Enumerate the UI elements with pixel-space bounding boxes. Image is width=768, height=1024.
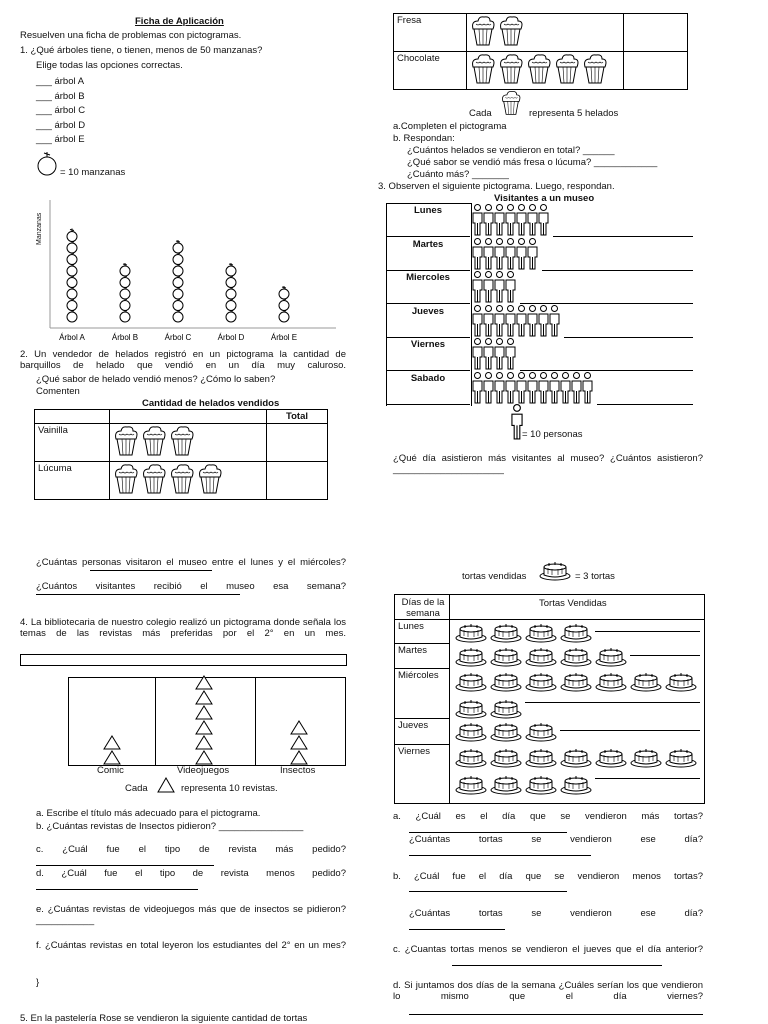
q4-item-e: e. ¿Cuántas revistas de videojuegos más que de insectos se pidieron? ___________ bbox=[36, 904, 346, 926]
museum-row bbox=[386, 203, 693, 236]
triangle-icon bbox=[290, 735, 308, 750]
person-icon bbox=[505, 305, 516, 340]
museum-row bbox=[386, 304, 693, 337]
person-icon bbox=[582, 372, 593, 407]
triangle-icon bbox=[103, 735, 121, 750]
q5-item-b1: b. ¿Cuál fue el día que se vendieron menos tortas? bbox=[393, 871, 703, 882]
answer-line[interactable] bbox=[36, 865, 214, 866]
person-icon bbox=[505, 338, 516, 373]
person-icon bbox=[516, 372, 527, 407]
cake-key-suffix: = 3 tortas bbox=[575, 571, 615, 582]
cake-icon bbox=[560, 621, 595, 646]
cake-icon bbox=[560, 746, 595, 771]
q5-item-c: c. ¿Cuantas tortas menos se vendieron el jueves que el día anterior? bbox=[393, 944, 703, 955]
q2-item-total: ¿Cuántos helados se vendieron en total? ______ bbox=[407, 145, 615, 156]
total-header: Total bbox=[267, 410, 328, 424]
icecream-icon bbox=[141, 463, 167, 498]
answer-line[interactable] bbox=[597, 404, 693, 405]
icecream-icon bbox=[169, 425, 195, 460]
cake-icon bbox=[665, 746, 700, 771]
person-icon bbox=[571, 372, 582, 407]
apple-chart bbox=[36, 200, 346, 345]
option-tree-e[interactable]: ___ árbol E bbox=[36, 134, 85, 145]
person-icon bbox=[549, 305, 560, 340]
person-icon bbox=[472, 271, 483, 306]
q5-item-a1: a. ¿Cuál es el día que se vendieron más tortas? bbox=[393, 811, 703, 822]
person-icon bbox=[505, 238, 516, 273]
option-tree-d[interactable]: ___ árbol D bbox=[36, 119, 86, 131]
cake-icon bbox=[630, 746, 665, 771]
icecream-icon bbox=[113, 425, 139, 460]
person-icon bbox=[472, 204, 483, 239]
triangle-icon bbox=[195, 705, 213, 720]
person-icon bbox=[483, 271, 494, 306]
icecream-row-chocolate bbox=[470, 53, 620, 88]
cake-icon bbox=[595, 746, 630, 771]
triangle-stack-insectos bbox=[290, 720, 308, 765]
row-label-lucuma: Lúcuma bbox=[35, 462, 110, 500]
category-insectos: Insectos bbox=[280, 765, 316, 776]
answer-line[interactable] bbox=[560, 730, 700, 731]
icecream-icon bbox=[197, 463, 223, 498]
cake-icon bbox=[490, 773, 525, 798]
q1-question: 1. ¿Qué árboles tiene, o tienen, menos de 50 manzanas? bbox=[20, 45, 263, 56]
q5-item-b2: ¿Cuántas tortas se vendieron ese día? bbox=[409, 908, 703, 919]
cake-icon bbox=[455, 746, 490, 771]
q2-item-a: a.Completen el pictograma bbox=[393, 121, 507, 132]
person-icon bbox=[527, 238, 538, 273]
museum-row bbox=[386, 337, 693, 370]
sheet-title: Ficha de Aplicación bbox=[135, 16, 224, 27]
cake-icon bbox=[490, 746, 525, 771]
cake-day-label: Miércoles bbox=[398, 670, 439, 681]
person-icon bbox=[527, 372, 538, 407]
person-icon bbox=[549, 372, 560, 407]
apple-icon bbox=[226, 263, 236, 276]
person-icon bbox=[505, 271, 516, 306]
person-icon bbox=[483, 238, 494, 273]
y-axis-label: Manzanas bbox=[36, 212, 43, 245]
person-icon bbox=[494, 305, 505, 340]
cake-icon bbox=[560, 645, 595, 670]
person-icon bbox=[505, 204, 516, 239]
icecream-table-top bbox=[34, 409, 328, 500]
person-icon bbox=[483, 305, 494, 340]
q1-hint: Elige todas las opciones correctas. bbox=[36, 60, 183, 71]
museum-pictogram bbox=[386, 203, 693, 405]
intro-text: Resuelven una ficha de problemas con pictogramas. bbox=[20, 30, 242, 41]
triangle-icon bbox=[290, 750, 308, 765]
person-icon bbox=[472, 338, 483, 373]
q4-item-a: a. Escribe el título más adecuado para el pictograma. bbox=[36, 808, 261, 819]
person-icon bbox=[527, 305, 538, 340]
triangle-icon bbox=[195, 750, 213, 765]
cake-icon bbox=[525, 645, 560, 670]
category-comic: Comic bbox=[97, 765, 124, 776]
triangle-stack-videojuegos bbox=[195, 675, 213, 765]
person-key-label: = 10 personas bbox=[522, 429, 583, 440]
title-answer-box[interactable] bbox=[20, 654, 347, 666]
cake-icon bbox=[490, 720, 525, 745]
triangle-icon bbox=[195, 690, 213, 705]
cake-icon bbox=[455, 621, 490, 646]
museum-row bbox=[386, 270, 693, 303]
q4-question: 4. La bibliotecaria de nuestro colegio realizó un pictograma donde señala los temas de las revistas más preferidas por el 2° en un mes. bbox=[20, 617, 346, 639]
q3-followup-a: ¿Cuántas personas visitaron el museo entre el lunes y el miércoles? bbox=[36, 557, 346, 568]
total-cell[interactable] bbox=[624, 52, 688, 90]
triangle-icon bbox=[195, 735, 213, 750]
q3-followup-b: ¿Cuántos visitantes recibió el museo esa semana? bbox=[36, 581, 346, 592]
cake-icon bbox=[525, 621, 560, 646]
category-videojuegos: Videojuegos bbox=[177, 765, 230, 776]
icecream-icon bbox=[498, 15, 524, 50]
magazine-pictogram bbox=[68, 677, 346, 766]
apple-key-icon bbox=[36, 150, 60, 178]
q5-item-d: d. Si juntamos dos días de la semana ¿Cuáles serían los que vendieron lo mismo que el día viernes? bbox=[393, 980, 703, 1002]
answer-line[interactable] bbox=[409, 1014, 703, 1015]
x-tick-label: Árbol E bbox=[270, 333, 298, 342]
magazine-key-prefix: Cada bbox=[125, 783, 148, 794]
cake-icon bbox=[490, 621, 525, 646]
answer-line[interactable] bbox=[409, 929, 505, 930]
cake-icon bbox=[560, 670, 595, 695]
person-icon bbox=[516, 305, 527, 340]
day-label: Jueves bbox=[411, 305, 445, 317]
q2-item-b: b. Respondan: bbox=[393, 133, 455, 144]
icecream-icon bbox=[470, 15, 496, 50]
icecream-icon bbox=[526, 53, 552, 88]
answer-line[interactable] bbox=[630, 655, 700, 656]
cake-icon bbox=[665, 670, 700, 695]
magazine-key-suffix: representa 10 revistas. bbox=[181, 783, 278, 794]
q2-question: 2. Un vendedor de helados registró en un pictograma la cantidad de barquillos de helado que vendió en un día muy caluroso. bbox=[20, 349, 346, 371]
person-icon bbox=[516, 238, 527, 273]
q2-comment: Comenten bbox=[36, 386, 80, 397]
person-icon bbox=[494, 372, 505, 407]
icecream-key-prefix: Cada bbox=[469, 108, 492, 119]
cake-icon bbox=[525, 720, 560, 745]
cake-key-icon bbox=[537, 559, 573, 584]
icecream-table-bottom bbox=[393, 13, 688, 90]
q3-question: 3. Observen el siguiente pictograma. Luego, respondan. bbox=[378, 181, 615, 192]
icecream-icon bbox=[169, 463, 195, 498]
q2-item-howmuch: ¿Cuánto más? _______ bbox=[407, 169, 509, 180]
q4-item-b: b. ¿Cuántas revistas de Insectos pidieron? ________________ bbox=[36, 821, 304, 832]
day-label: Martes bbox=[412, 238, 444, 250]
q4-item-d: d. ¿Cuál fue el tipo de revista menos pedido? bbox=[36, 868, 346, 879]
triangle-icon bbox=[290, 720, 308, 735]
cake-icon bbox=[525, 746, 560, 771]
cake-icon bbox=[455, 670, 490, 695]
icecream-row-fresa bbox=[470, 15, 620, 50]
q4-item-f: f. ¿Cuántas revistas en total leyeron los estudiantes del 2° en un mes? bbox=[36, 940, 346, 951]
cake-day-label: Martes bbox=[398, 645, 428, 656]
option-tree-c[interactable]: ___ árbol C bbox=[36, 105, 86, 116]
person-icon bbox=[472, 372, 483, 407]
cake-icon bbox=[490, 645, 525, 670]
person-icon bbox=[472, 238, 483, 273]
answer-line[interactable] bbox=[595, 778, 700, 779]
cake-day-label: Jueves bbox=[398, 720, 429, 731]
cakes-header: Tortas Vendidas bbox=[539, 598, 607, 609]
triangle-key-icon bbox=[157, 777, 175, 793]
apple-icon bbox=[279, 286, 289, 299]
cake-icon bbox=[595, 645, 630, 670]
total-cell[interactable] bbox=[624, 14, 688, 52]
icecream-icon bbox=[554, 53, 580, 88]
q3-followup: ¿Qué día asistieron más visitantes al museo? ¿Cuántos asistieron? _____________________ bbox=[393, 453, 703, 475]
museum-title: Visitantes a un museo bbox=[494, 193, 595, 204]
person-icon bbox=[494, 238, 505, 273]
day-label: Viernes bbox=[410, 339, 446, 350]
total-cell[interactable] bbox=[267, 424, 328, 462]
person-icon bbox=[538, 305, 549, 340]
icecream-row-lucuma bbox=[113, 463, 263, 498]
q2-item-compare: ¿Qué sabor se vendió más fresa o lúcuma? ____________ bbox=[407, 157, 658, 168]
person-icon bbox=[483, 204, 494, 239]
icecream-icon bbox=[113, 463, 139, 498]
person-icon bbox=[494, 271, 505, 306]
cake-icon bbox=[455, 773, 490, 798]
answer-line[interactable] bbox=[595, 631, 700, 632]
cake-icon bbox=[630, 670, 665, 695]
row-label-fresa: Fresa bbox=[394, 14, 467, 52]
option-tree-a[interactable]: ___ árbol A bbox=[36, 76, 85, 87]
apple-icon bbox=[67, 229, 77, 242]
answer-line[interactable] bbox=[90, 570, 212, 571]
person-icon bbox=[472, 305, 483, 340]
answer-line[interactable] bbox=[409, 855, 591, 856]
icecream-icon bbox=[498, 53, 524, 88]
cake-icon bbox=[490, 670, 525, 695]
person-icon bbox=[516, 204, 527, 239]
x-tick-label: Árbol C bbox=[164, 333, 192, 342]
answer-line[interactable] bbox=[409, 832, 567, 833]
apple-key-label: = 10 manzanas bbox=[60, 167, 126, 178]
person-icon bbox=[560, 372, 571, 407]
person-icon bbox=[527, 204, 538, 239]
row-label-chocolate: Chocolate bbox=[394, 52, 467, 90]
q2-ask: ¿Qué sabor de helado vendió menos? ¿Cómo lo saben? bbox=[36, 374, 276, 385]
icecream-row-vainilla bbox=[113, 425, 263, 460]
row-label-vainilla: Vainilla bbox=[35, 424, 110, 462]
cake-icon bbox=[525, 773, 560, 798]
cake-day-label: Lunes bbox=[398, 621, 424, 632]
ice-table-title: Cantidad de helados vendidos bbox=[142, 398, 280, 409]
icecream-key-suffix: representa 5 helados bbox=[529, 108, 619, 119]
x-tick-label: Árbol B bbox=[111, 333, 139, 342]
icecream-icon bbox=[141, 425, 167, 460]
cake-icon bbox=[595, 670, 630, 695]
museum-row bbox=[386, 371, 693, 404]
icecream-icon bbox=[470, 53, 496, 88]
days-header: Días de la semana bbox=[401, 597, 445, 619]
triangle-icon bbox=[195, 675, 213, 690]
cake-key-prefix: tortas vendidas bbox=[462, 571, 527, 582]
total-cell[interactable] bbox=[267, 462, 328, 500]
answer-line[interactable] bbox=[36, 889, 198, 890]
icecream-icon bbox=[582, 53, 608, 88]
triangle-icon bbox=[195, 720, 213, 735]
apple-pictogram bbox=[36, 200, 346, 345]
person-icon bbox=[494, 204, 505, 239]
cake-table bbox=[394, 594, 705, 804]
person-icon bbox=[505, 372, 516, 407]
cake-icon bbox=[560, 773, 595, 798]
person-icon bbox=[538, 204, 549, 239]
x-tick-label: Árbol A bbox=[59, 333, 85, 342]
answer-line[interactable] bbox=[36, 594, 240, 595]
cake-icon bbox=[455, 720, 490, 745]
triangle-icon bbox=[103, 750, 121, 765]
person-icon bbox=[538, 372, 549, 407]
answer-line[interactable] bbox=[409, 891, 567, 892]
cake-icon bbox=[455, 645, 490, 670]
q5-question: 5. En la pastelería Rose se vendieron la siguiente cantidad de tortas bbox=[20, 1013, 308, 1024]
icecream-key-icon bbox=[500, 90, 522, 119]
cake-icon bbox=[455, 697, 490, 722]
person-icon bbox=[483, 372, 494, 407]
apple-icon bbox=[120, 263, 130, 276]
museum-row bbox=[386, 237, 693, 270]
apple-icon bbox=[173, 240, 183, 253]
day-label: Miercoles bbox=[406, 272, 450, 283]
person-icon bbox=[494, 338, 505, 373]
triangle-stack-comic bbox=[103, 735, 121, 765]
q4-brace: } bbox=[36, 977, 40, 988]
day-label: Sabado bbox=[410, 372, 446, 384]
answer-line[interactable] bbox=[525, 702, 700, 703]
cake-icon bbox=[525, 670, 560, 695]
cake-icon bbox=[490, 697, 525, 722]
option-tree-b[interactable]: ___ árbol B bbox=[36, 90, 85, 102]
answer-line[interactable] bbox=[452, 965, 662, 966]
x-tick-label: Árbol D bbox=[217, 333, 245, 342]
day-label: Lunes bbox=[414, 205, 442, 216]
q1-options bbox=[36, 75, 85, 148]
q5-item-a2: ¿Cuántas tortas se vendieron ese día? bbox=[409, 834, 703, 845]
q4-item-c: c. ¿Cuál fue el tipo de revista más pedido? bbox=[36, 844, 346, 855]
person-icon bbox=[483, 338, 494, 373]
cake-day-label: Viernes bbox=[398, 746, 431, 757]
